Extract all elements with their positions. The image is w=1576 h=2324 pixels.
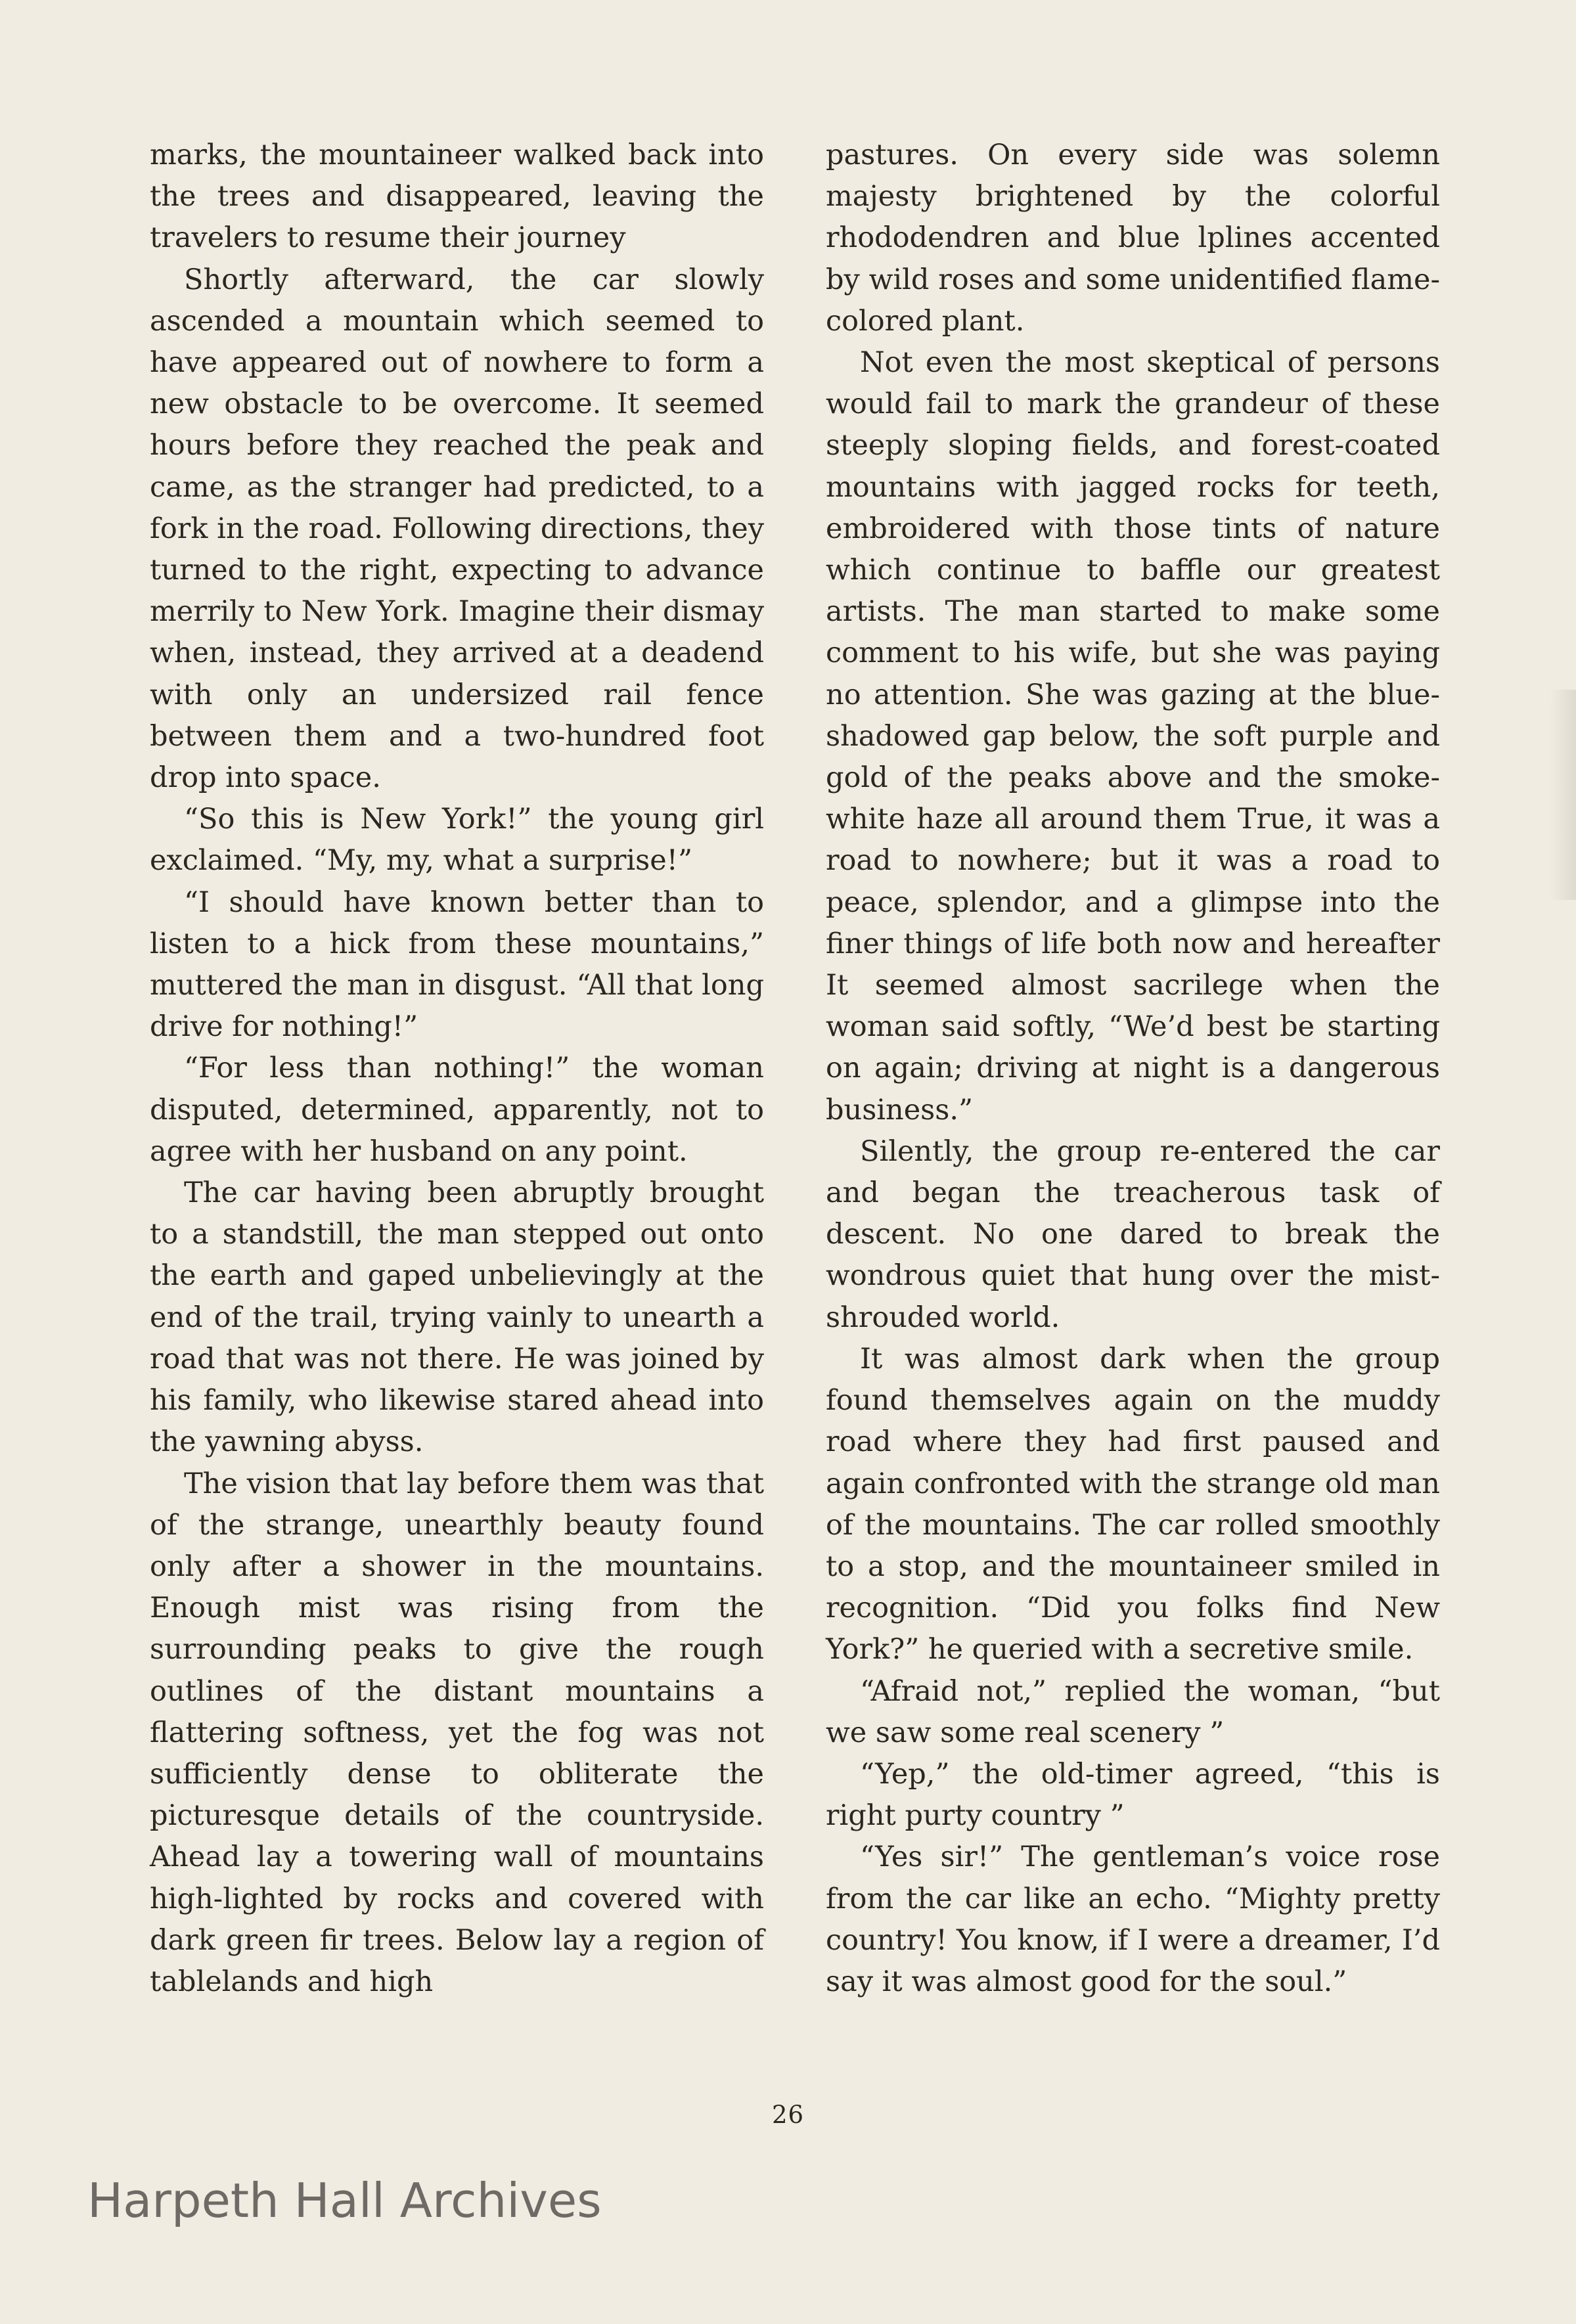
paragraph: “Yes sir!” The gentleman’s voice rose from the car like an echo. “Mighty pretty country! You know, if I were a dreamer, I’d say it was almost good for the soul.” — [826, 1841, 1440, 1998]
paragraph: “Afraid not,” replied the woman, “but we saw some real scenery ” — [826, 1674, 1440, 1749]
paragraph: The vision that lay before them was that of the strange, unearthly beauty found only after a shower in the mountains. Enough mist was rising from the surrounding peaks to give the rough outlines of the distant mountains a flattering softness, yet the fog was not sufficiently dense to obliterate the picturesque details of the countryside. Ahead lay a towering wall of mountains high-lighted by rocks and covered with dark green fir trees. Below lay a region of tablelands and high — [150, 1467, 764, 1998]
paragraph: pastures. On every side was solemn majesty brightened by the colorful rhododendren and blue lplines accented by wild roses and some unidentified flame-colored plant. — [826, 139, 1440, 338]
archive-watermark: Harpeth Hall Archives — [87, 2173, 602, 2228]
paragraph: The car having been abruptly brought to a standstill, the man stepped out onto the earth and gaped unbelievingly at the end of the trail, trying vainly to unearth a road that was not there. He was joined by his family, who likewise stared ahead into the yawning abyss. — [150, 1176, 764, 1459]
paragraph: “So this is New York!” the young girl exclaimed. “My, my, what a surprise!” — [150, 803, 764, 878]
paragraph: Not even the most skeptical of persons would fail to mark the grandeur of these steeply sloping fields, and forest-coated mountains with jagged rocks for teeth, embroidered with those tints of nature which continue to baffle our greatest artists. The man started to make some comment to his wife, but she was paying no attention. She was gazing at the blue-shadowed gap below, the soft purple and gold of the peaks above and the smoke-white haze all around them True, it was a road to nowhere; but it was a road to peace, splendor, and a glimpse into the finer things of life both now and hereafter It seemed almost sacrilege when the woman said softly, “We’d best be starting on again; driving at night is a dangerous business.” — [826, 346, 1440, 1127]
page-edge-shadow — [1550, 690, 1576, 900]
paragraph: marks, the mountaineer walked back into the trees and disappeared, leaving the travelers to resume their journey — [150, 139, 764, 255]
left-text-column — [150, 135, 764, 2003]
paragraph: It was almost dark when the group found themselves again on the muddy road where they had first paused and again confronted with the strange old man of the mountains. The car rolled smoothly to a stop, and the mountaineer smiled in recognition. “Did you folks find New York?” he queried with a secretive smile. — [826, 1342, 1440, 1666]
paragraph: “For less than nothing!” the woman disputed, determined, apparently, not to agree with her husband on any point. — [150, 1052, 764, 1168]
page-number: 26 — [771, 2101, 805, 2129]
right-text-column — [826, 135, 1440, 2003]
paragraph: “I should have known better than to listen to a hick from these mountains,” muttered the man in disgust. “All that long drive for nothing!” — [150, 885, 764, 1044]
paragraph: Shortly afterward, the car slowly ascended a mountain which seemed to have appeared out of nowhere to form a new obstacle to be overcome. It seemed hours before they reached the peak and came, as the stranger had predicted, to a fork in the road. Following directions, they turned to the right, expecting to advance merrily to New York. Imagine their dismay when, instead, they arrived at a deadend with only an undersized rail fence between them and a two-hundred foot drop into space. — [150, 263, 764, 795]
paragraph: “Yep,” the old-timer agreed, “this is right purty country ” — [826, 1757, 1440, 1833]
paragraph: Silently, the group re-entered the car and began the treacherous task of descent. No one dared to break the wondrous quiet that hung over the mist-shrouded world. — [826, 1134, 1440, 1334]
